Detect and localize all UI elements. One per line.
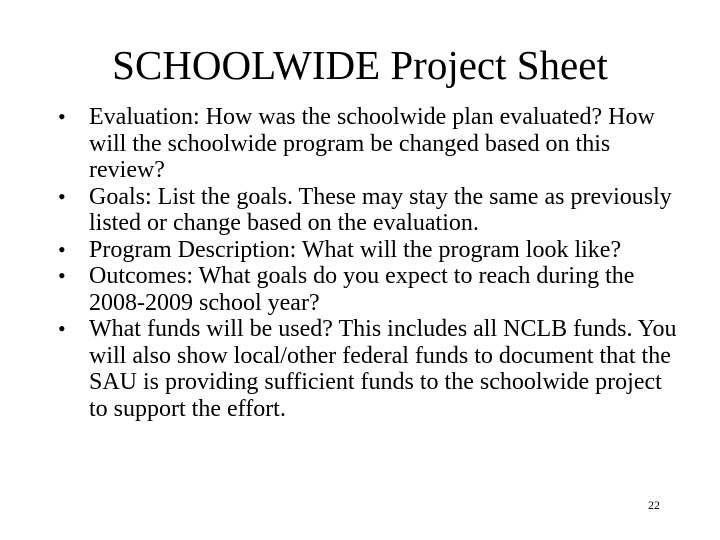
bullet-text: Outcomes: What goals do you expect to reach during the 2008-2009 school year? bbox=[89, 263, 635, 316]
bullet-item-goals bbox=[58, 184, 678, 237]
bullet-text: Evaluation: How was the schoolwide plan evaluated? How will the schoolwide program be changed based on this review? bbox=[89, 104, 655, 183]
bullet-item-program-description bbox=[58, 237, 678, 264]
slide-title: SCHOOLWIDE Project Sheet bbox=[112, 42, 608, 88]
bullet-icon: • bbox=[58, 104, 66, 129]
bullet-text: Goals: List the goals. These may stay the same as previously listed or change based on the evaluation. bbox=[89, 183, 672, 236]
page-number: 22 bbox=[648, 498, 660, 512]
bullet-text: What funds will be used? This includes all NCLB funds. You will also show local/other federal funds to document that the SAU is providing sufficient funds to the schoolwide project to support the effort. bbox=[89, 316, 677, 422]
bullet-item-outcomes bbox=[58, 263, 678, 316]
bullet-icon: • bbox=[58, 263, 66, 288]
bullet-icon: • bbox=[58, 316, 66, 341]
bullet-icon: • bbox=[58, 183, 66, 209]
bullet-text: Program Description: What will the program look like? bbox=[89, 236, 622, 263]
bullet-item-evaluation bbox=[58, 104, 678, 184]
bullet-icon: • bbox=[58, 236, 66, 262]
bullet-item-funds bbox=[58, 316, 678, 422]
bullet-list bbox=[58, 104, 678, 422]
